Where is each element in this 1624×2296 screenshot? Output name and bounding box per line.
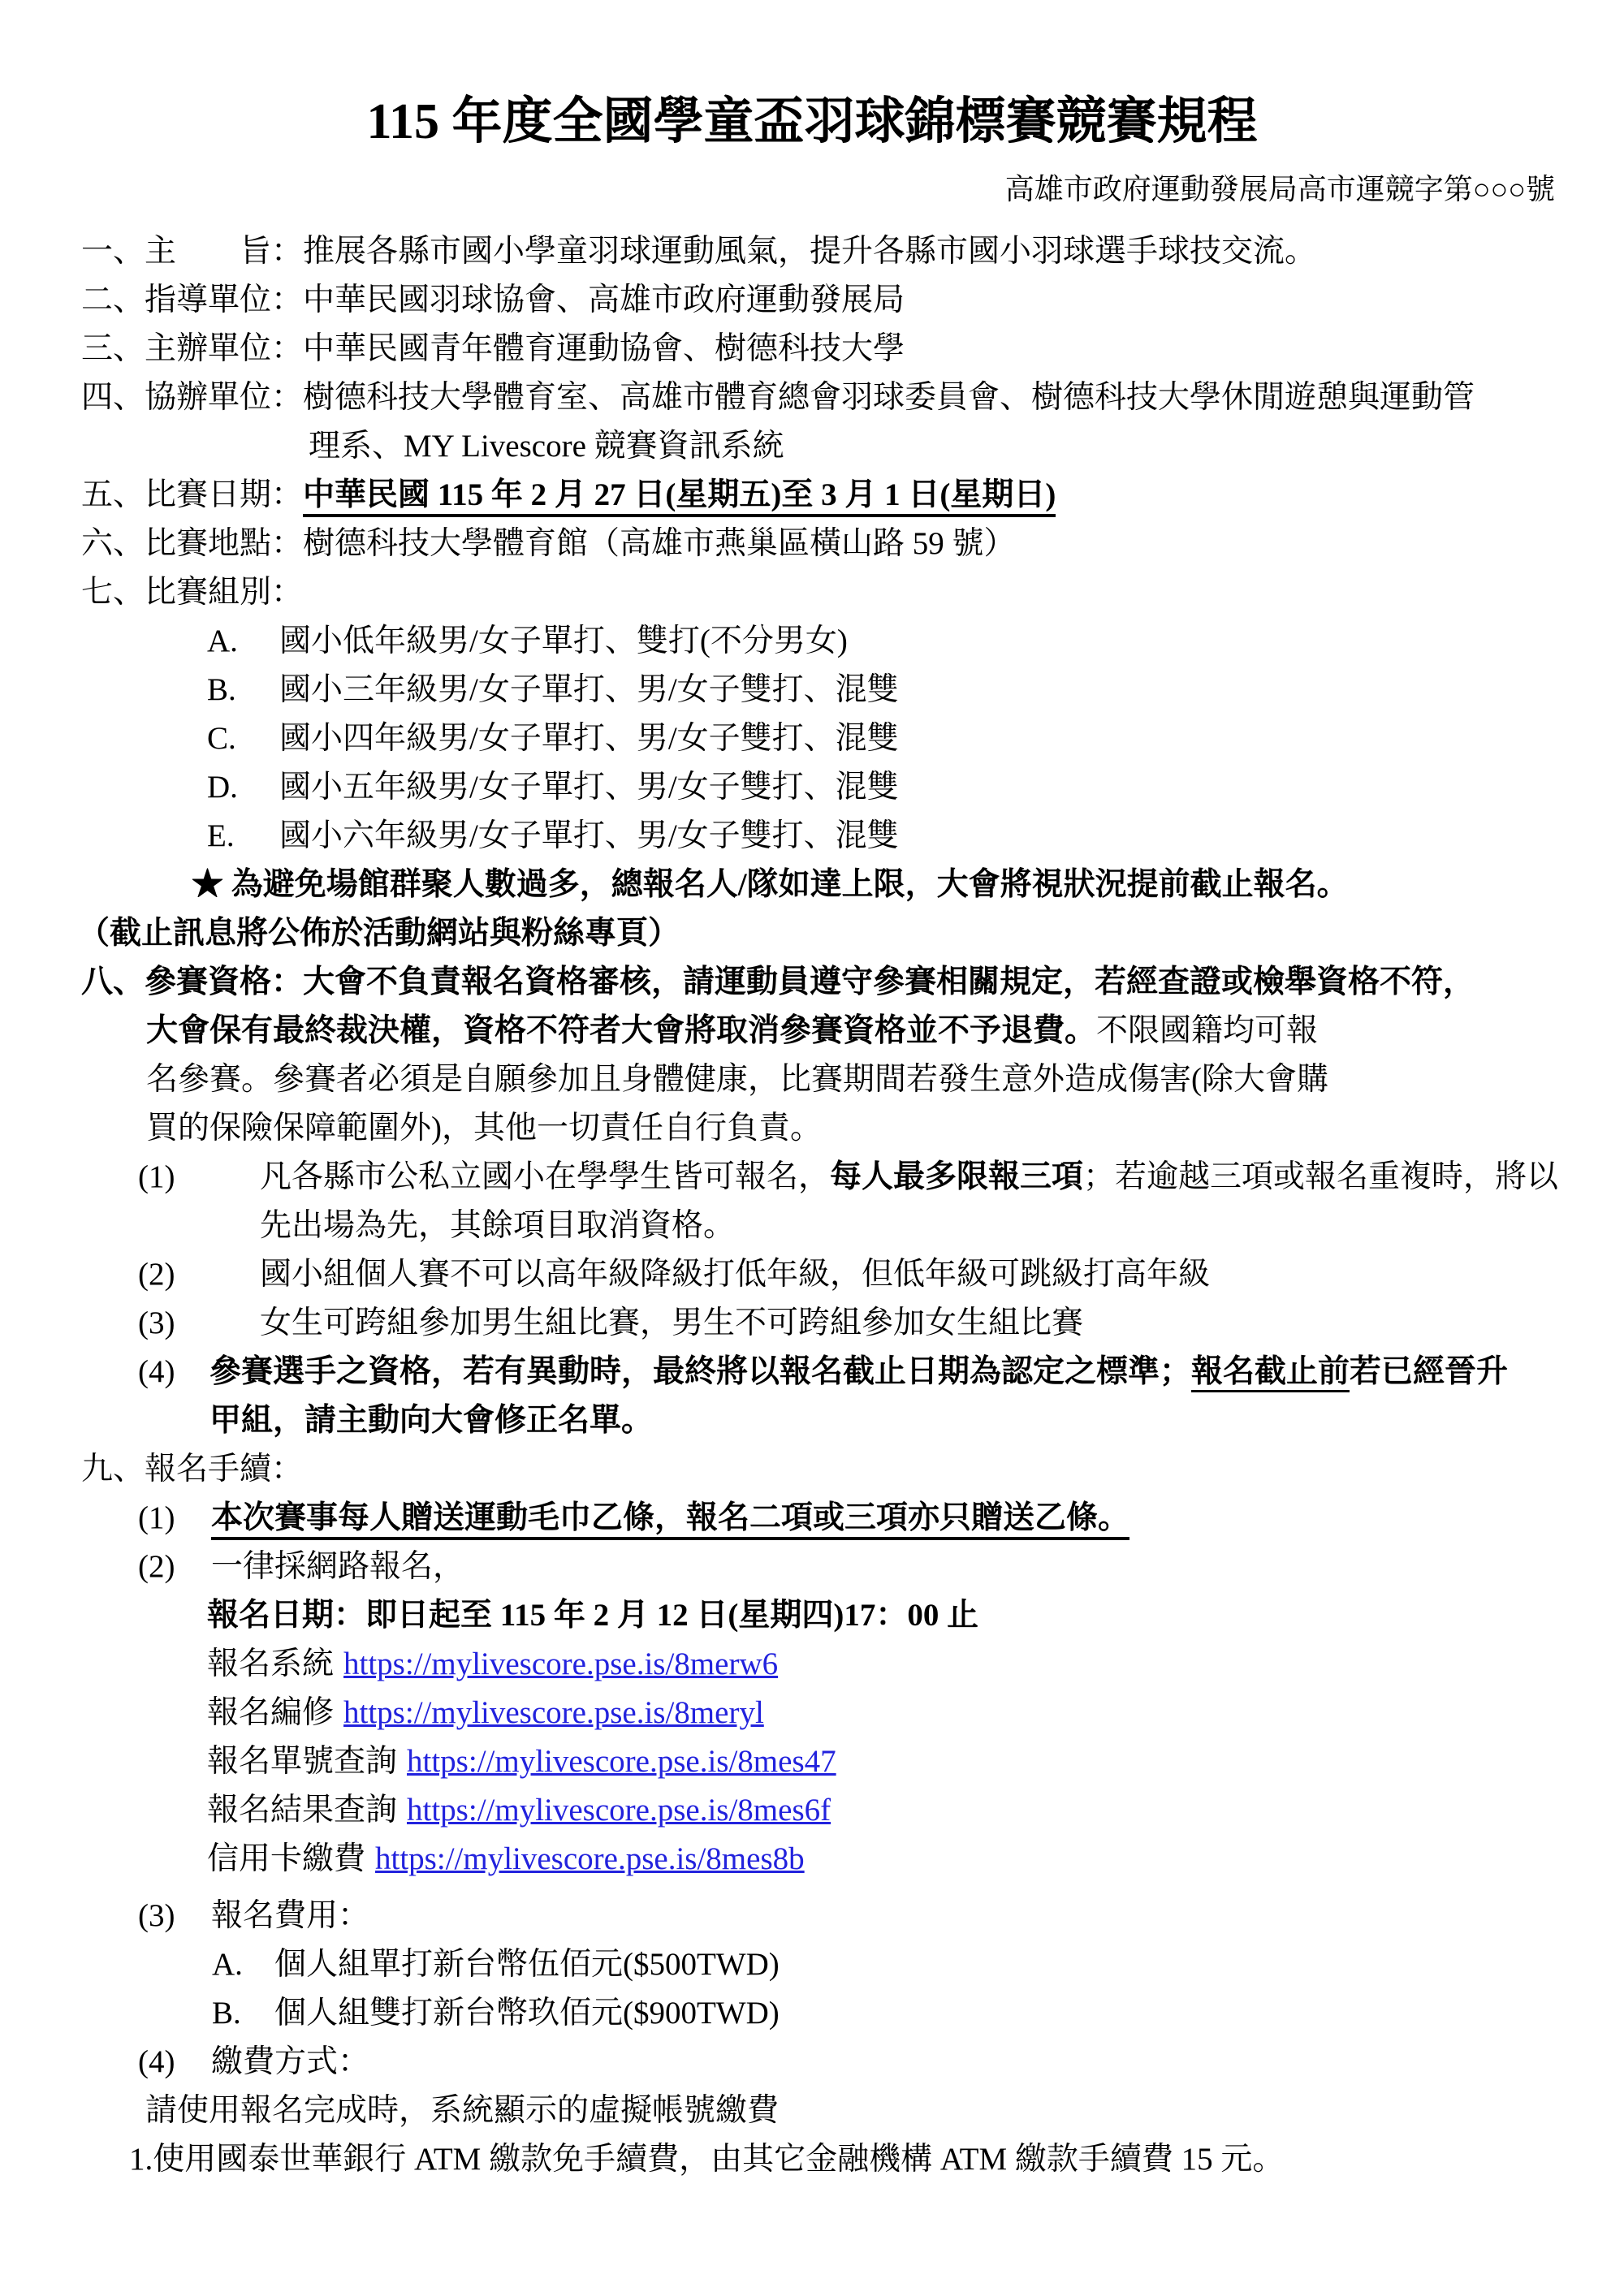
section-1-text: 推展各縣市國小學童羽球運動風氣，提升各縣市國小羽球選手球技交流。 xyxy=(303,234,1317,269)
registration-number-query-label: 報名單號查詢 xyxy=(207,1744,398,1779)
credit-card-payment-link[interactable]: https://mylivescore.pse.is/8mes8b xyxy=(375,1841,805,1876)
registration-edit-label: 報名編修 xyxy=(207,1695,335,1730)
group-item-b xyxy=(0,666,1624,714)
s9-item3-text: 報名費用： xyxy=(211,1898,370,1933)
section-4-text1: 樹德科技大學體育室、高雄市體育總會羽球委員會、樹德科技大學休閒遊憩與運動管 xyxy=(303,380,1475,415)
fee-a-marker: A. xyxy=(212,1947,243,1982)
section-8-line3: 名參賽。參賽者必須是自願參加且身體健康，比賽期間若發生意外造成傷害(除大會購 xyxy=(146,1062,1328,1097)
section-8-line1 xyxy=(0,958,1624,1007)
section-7-label: 七、比賽組別： xyxy=(81,575,304,610)
section-8-line2 xyxy=(0,1007,1624,1055)
registration-result-query-row xyxy=(0,1786,1624,1835)
section-8-item4-line2: 甲組，請主動向大會修正名單。 xyxy=(209,1403,654,1438)
section-8-item1-line2: 先出場為先，其餘項目取消資格。 xyxy=(260,1208,736,1243)
s9-item1-text: 本次賽事每人贈送運動毛巾乙條，報名二項或三項亦只贈送乙條。 xyxy=(211,1500,1129,1540)
group-item-a xyxy=(0,617,1624,666)
registration-edit-link[interactable]: https://mylivescore.pse.is/8meryl xyxy=(343,1695,764,1730)
payment-note-atm-fee: 1.使用國泰世華銀行 ATM 繳款免手續費，由其它金融機構 ATM 繳款手續費 15 元。 xyxy=(129,2142,1285,2177)
fee-item-a xyxy=(0,1940,1624,1989)
group-item-c xyxy=(0,714,1624,763)
payment-note-virtual-account: 請使用報名完成時，系統顯示的虛擬帳號繳費 xyxy=(145,2093,780,2128)
section-9-procedures xyxy=(0,1445,1624,1494)
group-a-marker: A. xyxy=(207,624,238,658)
fee-b-text: 個人組雙打新台幣玖佰元($900TWD) xyxy=(274,1996,780,2031)
item3-marker: (3) xyxy=(138,1306,175,1340)
registration-edit-row xyxy=(0,1689,1624,1737)
registration-number-query-link[interactable]: https://mylivescore.pse.is/8mes47 xyxy=(407,1744,836,1779)
group-item-d xyxy=(0,763,1624,812)
section-4-co-organizer-line2 xyxy=(0,422,1624,471)
s9-item1-marker: (1) xyxy=(138,1500,175,1535)
group-a-text: 國小低年級男/女子單打、雙打(不分男女) xyxy=(279,624,848,658)
section-6-text: 樹德科技大學體育館（高雄市燕巢區橫山路 59 號） xyxy=(303,526,1016,561)
section-1-purpose xyxy=(0,227,1624,276)
s9-item3-marker: (3) xyxy=(138,1898,175,1933)
section-2-text: 中華民國羽球協會、高雄市政府運動發展局 xyxy=(303,283,905,317)
item1-post: ；若逾越三項或報名重複時，將以 xyxy=(1083,1159,1559,1194)
registration-system-row xyxy=(0,1640,1624,1689)
registration-result-query-label: 報名結果查詢 xyxy=(207,1793,398,1828)
group-d-marker: D. xyxy=(207,770,238,805)
s9-item4-marker: (4) xyxy=(138,2044,175,2079)
group-item-e xyxy=(0,812,1624,861)
group-e-marker: E. xyxy=(207,818,235,853)
section-5-label: 五、比賽日期： xyxy=(81,477,304,512)
item1-bold: 每人最多限報三項 xyxy=(830,1159,1084,1194)
group-b-marker: B. xyxy=(207,672,236,707)
item4-underlined: 報名截止前 xyxy=(1191,1354,1350,1392)
section-8-item2 xyxy=(0,1250,1624,1299)
item4-marker: (4) xyxy=(138,1354,175,1389)
item4-pre: 參賽選手之資格，若有異動時，最終將以報名截止日期為認定之標準； xyxy=(209,1354,1192,1389)
document-body xyxy=(0,227,1624,2184)
fee-a-text: 個人組單打新台幣伍佰元($500TWD) xyxy=(274,1947,780,1982)
section-9-item2 xyxy=(0,1543,1624,1591)
fee-item-b xyxy=(0,1989,1624,2038)
s9-item2-marker: (2) xyxy=(138,1549,175,1584)
registration-system-link[interactable]: https://mylivescore.pse.is/8merw6 xyxy=(343,1646,779,1681)
s9-item2-text: 一律採網路報名， xyxy=(211,1549,465,1584)
section-5-date xyxy=(0,471,1624,520)
section-3-organizer xyxy=(0,325,1624,373)
item1-pre: 凡各縣市公私立國小在學學生皆可報名， xyxy=(260,1159,831,1194)
deadline-publish-notice: （截止訊息將公佈於活動網站與粉絲專頁） xyxy=(78,916,680,951)
document-title: 115 年度全國學童盃羽球錦標賽競賽規程 xyxy=(366,94,1258,149)
registration-deadline: 報名日期：即日起至 115 年 2 月 12 日(星期四)17：00 止 xyxy=(207,1598,979,1633)
section-9-label: 九、報名手續： xyxy=(81,1452,304,1487)
section-9-item4 xyxy=(0,2038,1624,2087)
item4-post: 若已經晉升 xyxy=(1350,1354,1509,1389)
section-4-text2: 理系、MY Livescore 競賽資訊系統 xyxy=(309,429,784,464)
star-notice: ★ 為避免場館群聚人數過多，總報名人/隊如達上限，大會將視狀況提前截止報名。 xyxy=(192,867,1349,902)
credit-card-payment-row xyxy=(0,1835,1624,1884)
section-6-label: 六、比賽地點： xyxy=(81,526,304,561)
section-9-item3 xyxy=(0,1892,1624,1940)
section-3-label: 三、主辦單位： xyxy=(81,331,304,366)
section-1-label: 一、主 旨： xyxy=(81,234,304,269)
group-e-text: 國小六年級男/女子單打、男/女子雙打、混雙 xyxy=(279,818,899,853)
fee-b-marker: B. xyxy=(212,1996,241,2031)
section-2-label: 二、指導單位： xyxy=(81,283,304,317)
s9-item4-text: 繳費方式： xyxy=(211,2044,370,2079)
section-4-co-organizer-line1 xyxy=(0,373,1624,422)
item3-text: 女生可跨組參加男生組比賽，男生不可跨組參加女生組比賽 xyxy=(260,1306,1084,1340)
item2-text: 國小組個人賽不可以高年級降級打低年級，但低年級可跳級打高年級 xyxy=(260,1257,1211,1292)
section-8-text1: 大會不負責報名資格審核，請運動員遵守參賽相關規定，若經查證或檢舉資格不符， xyxy=(303,965,1475,999)
section-9-item1 xyxy=(0,1494,1624,1543)
section-8-line2-bold: 大會保有最終裁決權，資格不符者大會將取消參賽資格並不予退費。 xyxy=(146,1013,1097,1048)
section-3-text: 中華民國青年體育運動協會、樹德科技大學 xyxy=(303,331,905,366)
registration-result-query-link[interactable]: https://mylivescore.pse.is/8mes6f xyxy=(407,1793,831,1828)
item1-marker: (1) xyxy=(138,1159,175,1194)
credit-card-payment-label: 信用卡繳費 xyxy=(207,1841,366,1876)
group-b-text: 國小三年級男/女子單打、男/女子雙打、混雙 xyxy=(279,672,899,707)
section-8-item1-line1 xyxy=(0,1153,1624,1202)
section-7-categories xyxy=(0,568,1624,617)
registration-system-label: 報名系統 xyxy=(207,1646,335,1681)
group-c-marker: C. xyxy=(207,721,236,756)
registration-number-query-row xyxy=(0,1737,1624,1786)
section-8-label: 八、參賽資格： xyxy=(81,965,304,999)
section-8-line4: 買的保險保障範圍外)，其他一切責任自行負責。 xyxy=(146,1111,822,1146)
document-number: 高雄市政府運動發展局高市運競字第○○○號 xyxy=(1004,173,1555,205)
section-6-venue xyxy=(0,520,1624,568)
item2-marker: (2) xyxy=(138,1257,175,1292)
group-c-text: 國小四年級男/女子單打、男/女子雙打、混雙 xyxy=(279,721,899,756)
section-8-line2-normal: 不限國籍均可報 xyxy=(1096,1013,1319,1048)
section-8-item4-line1 xyxy=(0,1348,1624,1396)
group-d-text: 國小五年級男/女子單打、男/女子雙打、混雙 xyxy=(279,770,899,805)
section-4-label: 四、協辦單位： xyxy=(81,380,304,415)
section-5-date-value: 中華民國 115 年 2 月 27 日(星期五)至 3 月 1 日(星期日) xyxy=(303,477,1056,517)
section-2-guidance-unit xyxy=(0,276,1624,325)
section-8-item3 xyxy=(0,1299,1624,1348)
